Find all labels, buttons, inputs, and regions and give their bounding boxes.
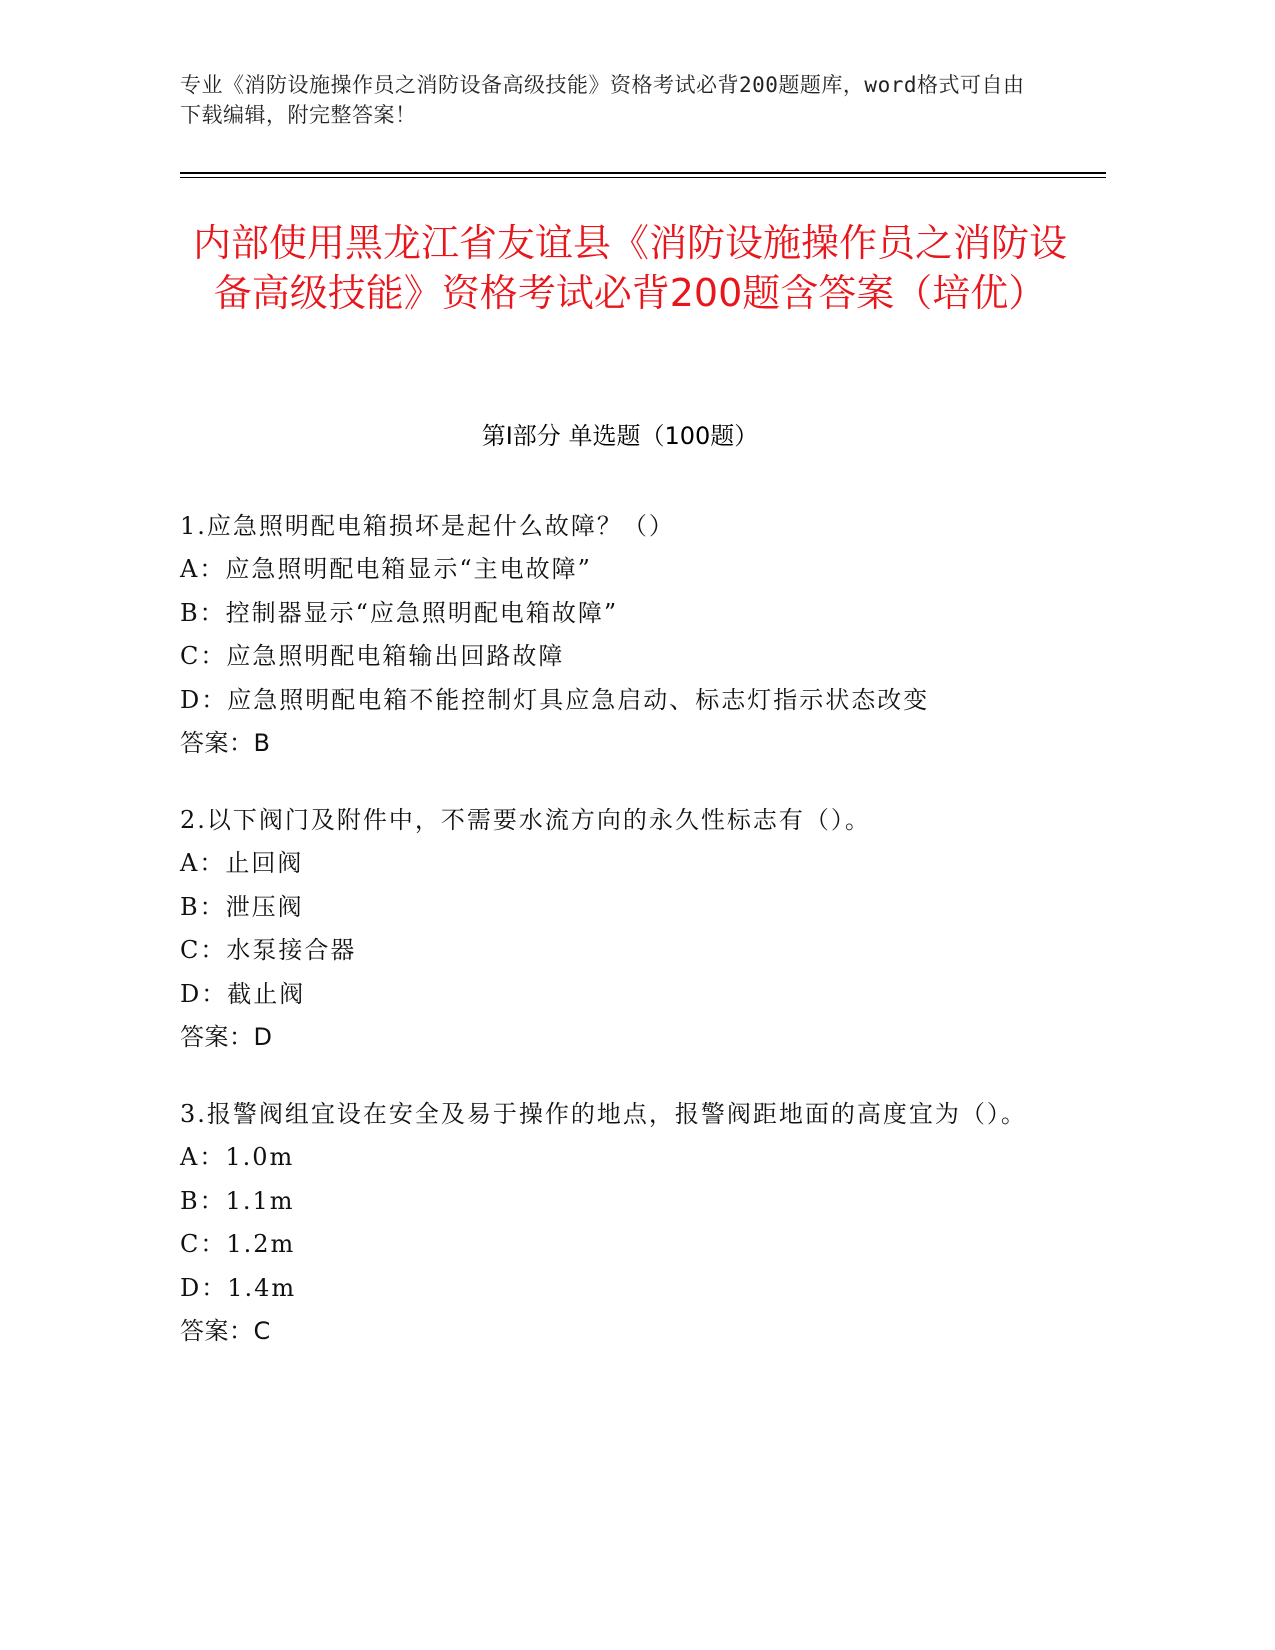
question-1 xyxy=(180,505,1060,765)
option-b: B：泄压阀 xyxy=(180,892,304,921)
option-a: A：止回阀 xyxy=(180,849,304,877)
document-title: 内部使用黑龙江省友谊县《消防设施操作员之消防设备高级技能》资格考试必背200题含答案（培优） xyxy=(192,221,1067,315)
header-divider-thin xyxy=(180,177,1106,178)
question-stem: 1.应急照明配电箱损坏是起什么故障？（） xyxy=(180,512,675,540)
answer: 答案：B xyxy=(180,729,271,757)
option-a: A：1.0m xyxy=(180,1143,295,1171)
question-3 xyxy=(180,1093,1060,1353)
option-c: C：1.2m xyxy=(180,1230,296,1258)
header-note: 专业《消防设施操作员之消防设备高级技能》资格考试必背200题题库，word格式可自由下载编辑，附完整答案！ xyxy=(180,73,1025,127)
section-heading: 第Ⅰ部分 单选题（100题） xyxy=(481,422,759,450)
option-d: D：截止阀 xyxy=(180,979,306,1008)
option-d: D：1.4m xyxy=(180,1273,297,1302)
question-list xyxy=(180,505,1060,1387)
question-stem: 2.以下阀门及附件中，不需要水流方向的永久性标志有（）。 xyxy=(180,806,871,834)
option-d: D：应急照明配电箱不能控制灯具应急启动、标志灯指示状态改变 xyxy=(180,685,930,714)
option-b: B：1.1m xyxy=(180,1186,295,1215)
option-c: C：水泵接合器 xyxy=(180,936,357,964)
answer: 答案：D xyxy=(180,1023,273,1051)
answer: 答案：C xyxy=(180,1317,271,1345)
option-a: A：应急照明配电箱显示“主电故障” xyxy=(180,555,592,583)
option-c: C：应急照明配电箱输出回路故障 xyxy=(180,642,565,670)
header-divider-thick xyxy=(180,172,1106,174)
question-stem: 3.报警阀组宜设在安全及易于操作的地点，报警阀距地面的高度宜为（）。 xyxy=(180,1100,1027,1128)
option-b: B：控制器显示“应急照明配电箱故障” xyxy=(180,598,619,627)
question-2 xyxy=(180,799,1060,1059)
